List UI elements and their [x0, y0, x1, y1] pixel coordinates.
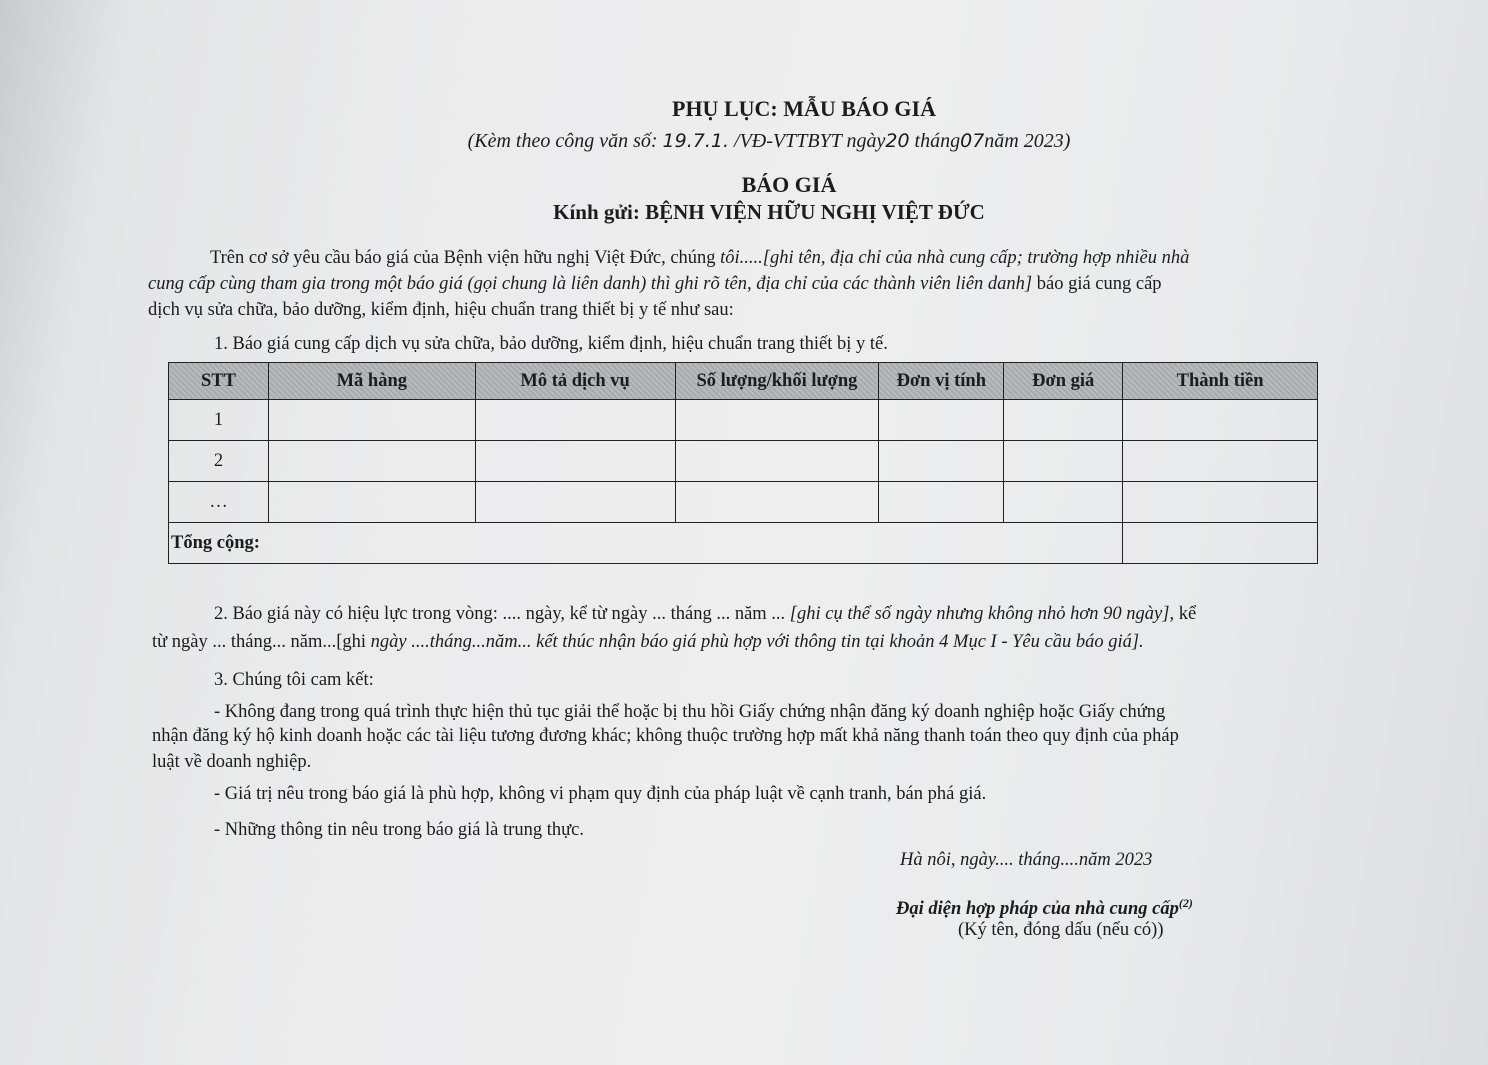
table-cell [475, 400, 675, 441]
commitment-1-line-1: - Không đang trong quá trình thực hiện thủ tục giải thể hoặc bị thu hồi Giấy chứng nhận đăng ký doanh nghiệp hoặc Giấy chứng [214, 702, 1166, 722]
table-cell [675, 400, 879, 441]
representative-label [896, 896, 1193, 920]
header-don-gia: Đơn giá [1004, 363, 1123, 400]
table-cell [475, 441, 675, 482]
table-cell [1123, 400, 1318, 441]
table-cell [879, 400, 1004, 441]
table-cell [879, 441, 1004, 482]
commitment-2: - Giá trị nêu trong báo giá là phù hợp, không vi phạm quy định của pháp luật về cạnh tranh, bán phá giá. [214, 784, 987, 804]
table-cell [268, 482, 475, 523]
intro-line-2-text: báo giá cung cấp [1032, 274, 1162, 294]
table-header-row [169, 363, 1318, 400]
handwritten-day: 20 [885, 130, 910, 152]
document-title: PHỤ LỤC: MẪU BÁO GIÁ [672, 96, 936, 121]
quote-heading: BÁO GIÁ [741, 172, 837, 197]
subtitle-month-label: tháng [909, 130, 961, 152]
header-mo-ta: Mô tả dịch vụ [475, 363, 675, 400]
section-2-line-2-text: từ ngày ... tháng... năm...[ghi [152, 632, 371, 652]
representative-text: Đại diện hợp pháp của nhà cung cấp [896, 899, 1179, 920]
footnote-marker: (2) [1178, 896, 1193, 910]
intro-line-2-italic: cung cấp cùng tham gia trong một báo giá (gọi chung là liên danh) thì ghi rõ tên, địa chỉ của các thành viên liên danh] [148, 274, 1033, 294]
section-1-heading: 1. Báo giá cung cấp dịch vụ sửa chữa, bảo dưỡng, kiểm định, hiệu chuẩn trang thiết bị y tế. [214, 334, 888, 354]
intro-line-1-text: Trên cơ sở yêu cầu báo giá của Bệnh viện hữu nghị Việt Đức, chúng [210, 248, 721, 268]
subtitle-suffix: năm 2023) [984, 130, 1071, 152]
section-2-line-1-text: 2. Báo giá này có hiệu lực trong vòng: .... ngày, kể từ ngày ... tháng ... năm ... [214, 604, 790, 624]
table-row [169, 482, 1318, 523]
document-subtitle [0, 130, 1488, 153]
section-2-line-2 [152, 630, 1144, 654]
table-cell-stt: 1 [169, 400, 269, 441]
quote-table [168, 362, 1318, 564]
section-2-line-1-italic: [ghi cụ thể số ngày nhưng không nhỏ hơn 90 ngày] [789, 604, 1170, 624]
table-cell-stt: 2 [169, 441, 269, 482]
section-3-heading: 3. Chúng tôi cam kết: [214, 670, 374, 690]
subtitle-mid: /VĐ-VTTBYT ngày [729, 130, 886, 152]
table-cell [879, 482, 1004, 523]
place-date: Hà nôi, ngày.... tháng....năm 2023 [900, 850, 1153, 870]
intro-line-1-italic: tôi.....[ghi tên, địa chỉ của nhà cung cấp; trường hợp nhiều nhà [720, 248, 1190, 268]
section-2-line-1 [214, 602, 1196, 626]
header-stt: STT [169, 363, 269, 400]
handwritten-month: 07 [960, 130, 985, 152]
table-cell [268, 441, 475, 482]
header-so-luong: Số lượng/khối lượng [675, 363, 879, 400]
table-cell [268, 400, 475, 441]
table-row [169, 400, 1318, 441]
section-2-line-2-italic: ngày ....tháng...năm... kết thúc nhận báo giá phù hợp với thông tin tại khoản 4 Mục I - Yêu cầu báo giá]. [370, 632, 1144, 652]
table-row [169, 441, 1318, 482]
total-label: Tổng cộng: [169, 523, 1123, 564]
intro-line-3: dịch vụ sửa chữa, bảo dưỡng, kiểm định, hiệu chuẩn trang thiết bị y tế như sau: [148, 300, 734, 320]
commitment-1-line-2: nhận đăng ký hộ kinh doanh hoặc các tài liệu tương đương khác; không thuộc trường hợp mất khả năng thanh toán theo quy định của pháp [152, 726, 1179, 746]
section-2-line-1-end: , kể [1169, 604, 1197, 624]
intro-line-2 [148, 272, 1162, 296]
table-cell [675, 441, 879, 482]
table-cell-stt: … [169, 482, 269, 523]
table-cell [1123, 482, 1318, 523]
signature-instruction: (Ký tên, đóng dấu (nếu có)) [958, 920, 1164, 940]
subtitle-prefix: (Kèm theo công văn số: [467, 130, 663, 152]
header-don-vi: Đơn vị tính [879, 363, 1004, 400]
recipient-line: Kính gửi: BỆNH VIỆN HỮU NGHỊ VIỆT ĐỨC [553, 200, 985, 224]
commitment-3: - Những thông tin nêu trong báo giá là trung thực. [214, 820, 584, 840]
handwritten-doc-number: 19.7.1. [662, 130, 730, 152]
table-cell [675, 482, 879, 523]
table-cell [1004, 441, 1123, 482]
table-cell [1123, 441, 1318, 482]
table-cell [1004, 482, 1123, 523]
header-thanh-tien: Thành tiền [1123, 363, 1318, 400]
commitment-1-line-3: luật về doanh nghiệp. [152, 752, 312, 772]
table-cell [1004, 400, 1123, 441]
header-ma-hang: Mã hàng [268, 363, 475, 400]
intro-line-1 [210, 246, 1189, 270]
table-total-row [169, 523, 1318, 564]
table-cell [475, 482, 675, 523]
total-value-cell [1123, 523, 1318, 564]
